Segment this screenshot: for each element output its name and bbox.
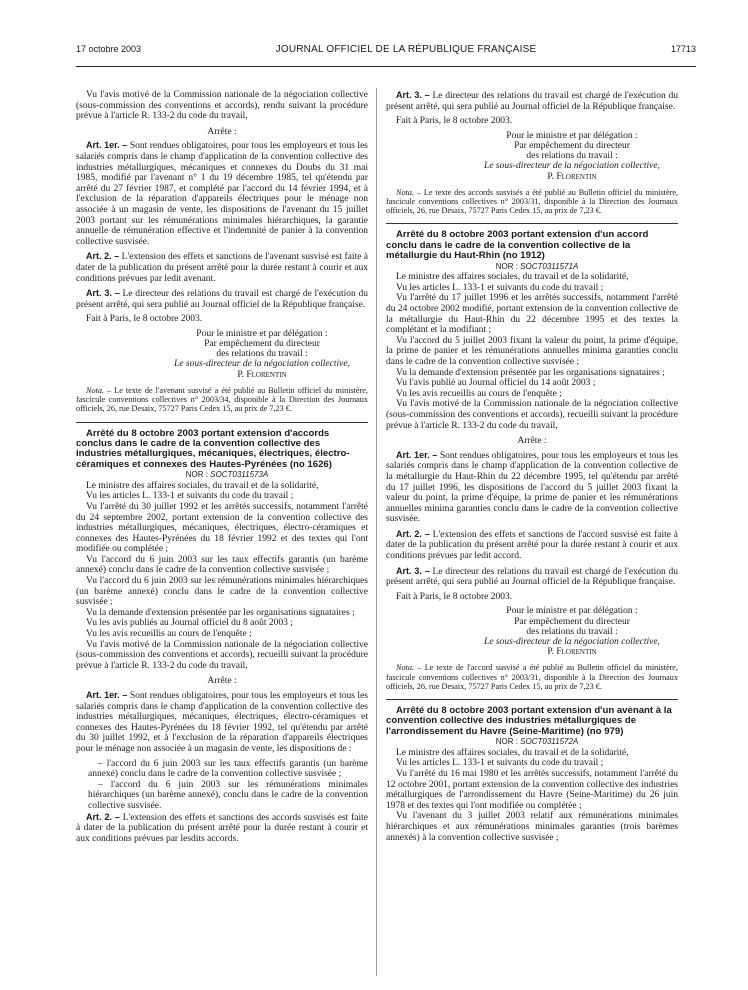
article-text: Sont rendues obligatoires, pour tous les employeurs et tous les salariés compris dans le champ d'application de la convention collective de la métallurgie du Haut-Rhin du 22 décembre 1995, tel qu'étendu par arrêté du 17 juillet 1996, les dispositions de l'accord du 5 juillet 2003 fixant la valeur du point, la prime d'équipe, la prime de panier et les rémunérations annuelles minima garanties conclu dans le cadre de la convention collective susvisée.	[386, 450, 678, 525]
article-text: L'extension des effets et sanctions des accords susvisés est faite à dater de la publication du présent arrêté pour la durée restant à courir et aux conditions prévues par lesdits accords.	[76, 812, 368, 844]
fait-line: Fait à Paris, le 8 octobre 2003.	[396, 591, 513, 602]
article-label: Art. 3. –	[86, 288, 120, 299]
signature-name: P. Florentin	[547, 171, 597, 182]
paragraph: Vu l'arrêté du 17 juillet 1996 et les arrêtés successifs, notamment l'arrêté du 24 octobre 2002 modifié, portant extension de la convention collective de la métallurgie du Haut-Rhin du 22 décembre 1995 et des textes la complétant et la modifiant ;	[386, 293, 678, 336]
signature-line: des relations du travail :	[216, 349, 308, 360]
section-title: Arrêté du 8 octobre 2003 portant extension d'un avenant à la convention collective des industries métallurgiques de l'arrondissement du Havre (Seine-Maritime) (no 979)	[386, 705, 672, 737]
paragraph: Vu l'avis motivé de la Commission nationale de la négociation collective (sous-commission des conventions et accords), recueilli suivant la procédure prévue à l'article R. 133-2 du code du travail,	[76, 639, 368, 671]
section-rule	[76, 422, 368, 423]
nota	[386, 188, 678, 216]
signature-title: Le sous-directeur de la négociation collective,	[484, 637, 660, 648]
nota-text: Le texte des accords susvisés a été publié au Bulletin officiel du ministère, fascicule conventions collectives n° 2003/31, disponible à la Direction des Journaux officiels, 26, rue Desaix, 75727 Paris Cedex 15, au prix de 7,23 €.	[386, 187, 678, 216]
article-label: Art. 3. –	[396, 565, 430, 576]
signature-name: P. Florentin	[237, 369, 287, 380]
signature-line: Par empêchement du directeur	[514, 616, 630, 627]
list-item: – l'accord du 6 juin 2003 sur les taux effectifs garantis (un barème annexé) conclu dans le cadre de la convention collective susvisée ;	[88, 758, 368, 780]
article-label: Art. 1er. –	[86, 690, 128, 700]
paragraph: Le ministre des affaires sociales, du travail et de la solidarité,	[396, 747, 629, 758]
article-label: Art. 2. –	[86, 811, 120, 822]
paragraph: Vu l'accord du 5 juillet 2003 fixant la valeur du point, la prime d'équipe, la prime de panier et les rémunérations annuelles minima garanties conclu dans le cadre de la convention collective susvisée ;	[386, 335, 678, 367]
paragraph: Vu la demande d'extension présentée par les organisations signataires ;	[86, 607, 355, 618]
article-text: Le directeur des relations du travail est chargé de l'exécution du présent arrêté, qui sera publié au Journal officiel de la République française.	[386, 566, 678, 588]
article-3	[386, 90, 678, 112]
signature-name: P. Florentin	[547, 647, 597, 658]
article-text: L'extension des effets et sanctions de l'avenant susvisé est faite à dater de la publication du présent arrêté pour la durée restant à courir et aux conditions prévues par ledit avenant.	[76, 252, 368, 284]
nor-reference	[76, 470, 368, 481]
article-3	[76, 288, 368, 310]
paragraph: Le ministre des affaires sociales, du travail et de la solidarité,	[86, 480, 319, 491]
right-column	[386, 90, 678, 985]
paragraph: Vu l'avis publié au Journal officiel du 14 août 2003 ;	[396, 378, 596, 389]
article-text: Sont rendues obligatoires, pour tous les employeurs et tous les salariés compris dans le champ d'application de la convention collective des industries métallurgiques, mécaniques, électriques, électro-céramiques et connexes des Hautes-Pyrénées du 18 février 1992, tel qu'étendu par arrêté du 30 juillet 1992, et à l'exclusion de la réparation d'appareils électriques pour le ménage non associée à un magasin de vente, les dispositions de :	[76, 691, 368, 754]
section-title: Arrêté du 8 octobre 2003 portant extension d'un accord conclu dans le cadre de la convention collective de la métallurgie du Haut-Rhin (no 1912)	[386, 229, 649, 262]
signature-block	[156, 329, 368, 380]
paragraph: Vu l'avis motivé de la Commission nationale de la négociation collective (sous-commission des conventions et accords), recueilli suivant la procédure prévue à l'article R. 133-2 du code du travail,	[386, 399, 678, 431]
nota	[386, 663, 678, 691]
arrete-heading: Arrête :	[207, 126, 237, 137]
paragraph: Vu les articles L. 133-1 et suivants du code du travail ;	[396, 758, 604, 769]
article-text: Sont rendues obligatoires, pour tous les employeurs et tous les salariés compris dans le champ d'application de la convention collective des industries métallurgiques, mécaniques et connexes du Doubs du 31 mai 1985, modifié par l'avenant n° 1 du 19 décembre 1985, tel qu'étendu par arrêté du 27 février 1987, et complété par l'accord du 14 février 1994, et à l'exclusion de la réparation d'appareils électriques pour le ménage non associée à un magasin de vente, les dispositions de l'avenant du 15 juillet 2003 portant sur les rémunérations minimales hiérarchiques, la garantie annuelle de rémunération effective et l'indemnité de panier à la convention collective susvisée.	[76, 141, 368, 247]
signature-line: des relations du travail :	[526, 626, 618, 637]
article-2	[76, 812, 368, 845]
header-journal-title: JOURNAL OFFICIEL DE LA RÉPUBLIQUE FRANÇAISE	[275, 44, 537, 55]
paragraph: Vu les avis recueillis au cours de l'enquête ;	[86, 629, 252, 640]
paragraph: Vu l'accord du 6 juin 2003 sur les rémunérations minimales hiérarchiques (un barème annexé) conclu dans le cadre de la convention collective susvisée ;	[76, 576, 368, 608]
section-title: Arrêté du 8 octobre 2003 portant extension d'accords conclus dans le cadre de la convention collective des industries métallurgiques, mécaniques, électriques, électro-céramiques et connexes des Hautes-Pyrénées (no 1626)	[76, 427, 350, 470]
signature-block	[466, 606, 678, 657]
nota-label: Nota. –	[396, 187, 421, 197]
page-header	[76, 44, 696, 67]
signature-line: Par empêchement du directeur	[204, 339, 320, 350]
list-item: – l'accord du 6 juin 2003 sur les rémunérations minimales hiérarchiques (un barème annexé), conclu dans le cadre de la convention collective susvisée.	[88, 779, 368, 811]
nor-label: NOR :	[495, 737, 518, 747]
header-date: 17 octobre 2003	[76, 44, 142, 54]
arrete-heading: Arrête :	[207, 676, 237, 687]
paragraph: Vu l'arrêté du 30 juillet 1992 et les arrêtés successifs, notamment l'arrêté du 24 septembre 2002, portant extension de la convention collective des industries métallurgiques, mécaniques, électriques, électro-céramiques et connexes des Hautes-Pyrénées du 18 février 1992 et des textes qui l'ont modifiée ou complétée ;	[76, 501, 368, 555]
signature-line: Pour le ministre et par délégation :	[196, 328, 328, 339]
article-label: Art. 1er. –	[396, 449, 438, 460]
nota-label: Nota. –	[396, 663, 422, 673]
nota-text: Le texte de l'avenant susvisé a été publié au Bulletin officiel du ministère, fascicule conventions collectives n° 2003/34, disponible à la Direction des Journaux officiels, 26, rue Desaix, 75727 Paris Cedex 15, au prix de 7,23 €.	[76, 385, 368, 414]
nota-text: Le texte de l'accord susvisé a été publié au Bulletin officiel du ministère, fascicule conventions collectives n° 2003/31, disponible à la Direction des Journaux officiels, 26, rue Desaix, 75727 Paris Cedex 15, au prix de 7,23 €.	[386, 663, 678, 691]
signature-line: Par empêchement du directeur	[514, 140, 630, 151]
paragraph: Vu les articles L. 133-1 et suivants du code du travail ;	[86, 491, 294, 502]
nor-label: NOR :	[495, 261, 518, 271]
article-text: Le directeur des relations du travail est chargé de l'exécution du présent arrêté, qui sera publié au Journal officiel de la République française.	[76, 289, 368, 310]
article-1	[386, 450, 678, 525]
article-3	[386, 566, 678, 588]
signature-line: Pour le ministre et par délégation :	[506, 130, 638, 141]
paragraph: Vu l'avenant du 3 juillet 2003 relatif aux rémunérations minimales hiérarchiques et aux rémunérations minimales garanties (trois barèmes annexés) à la convention collective susvisée ;	[386, 811, 678, 843]
paragraph: Vu les avis recueillis au cours de l'enquête ;	[396, 388, 562, 399]
paragraph: Vu l'accord du 6 juin 2003 sur les taux effectifs garantis (un barème annexé) conclu dans le cadre de la convention collective susvisée ;	[76, 554, 368, 576]
nor-code: SOCT0311573A	[210, 470, 269, 480]
article-1	[76, 690, 368, 755]
signature-block	[466, 131, 678, 182]
article-label: Art. 3. –	[396, 90, 430, 100]
article-text: L'extension des effets et sanctions de l'accord susvisé est faite à dater de la publication du présent arrêté pour la durée restant à courir et aux conditions prévues par ledit accord.	[386, 529, 678, 562]
paragraph: Vu la demande d'extension présentée par les organisations signataires ;	[396, 367, 665, 378]
nor-reference	[386, 262, 678, 273]
article-2	[386, 529, 678, 562]
paragraph: Vu les avis publiés au Journal officiel du 8 août 2003 ;	[86, 618, 293, 629]
nor-label: NOR :	[185, 470, 208, 480]
nor-code: SOCT0311571A	[520, 261, 579, 271]
nota-label: Nota. –	[86, 385, 112, 395]
signature-title: Le sous-directeur de la négociation collective,	[174, 359, 350, 370]
article-text: Le directeur des relations du travail est chargé de l'exécution du présent arrêté, qui sera publié au Journal officiel de la République française.	[386, 91, 678, 112]
paragraph: Le ministre des affaires sociales, du travail et de la solidarité,	[396, 272, 629, 283]
article-label: Art. 2. –	[396, 528, 430, 539]
article-label: Art. 1er. –	[86, 140, 128, 151]
nor-reference	[386, 737, 678, 748]
section-rule	[386, 699, 678, 700]
section-rule	[386, 223, 678, 224]
arrete-heading: Arrête :	[517, 436, 547, 447]
paragraph: Vu l'arrêté du 16 mai 1980 et les arrêtés successifs, notamment l'arrêté du 12 octobre 2001, portant extension de la convention collective des industries métallurgiques de l'arrondissement du Havre (Seine-Maritime) du 26 juin 1978 et des textes qui l'ont modifiée ou complétée ;	[386, 769, 678, 811]
signature-line: des relations du travail :	[526, 151, 618, 162]
nor-code: SOCT0311572A	[520, 737, 579, 747]
nota	[76, 386, 368, 414]
header-page-number: 17713	[670, 44, 696, 54]
article-1	[76, 140, 368, 247]
left-column	[76, 90, 368, 985]
paragraph: Vu les articles L. 133-1 et suivants du code du travail ;	[396, 282, 604, 293]
fait-line: Fait à Paris, le 8 octobre 2003.	[86, 314, 203, 325]
fait-line: Fait à Paris, le 8 octobre 2003.	[396, 116, 513, 127]
signature-line: Pour le ministre et par délégation :	[506, 606, 638, 617]
column-divider	[376, 88, 377, 976]
article-label: Art. 2. –	[86, 251, 120, 262]
signature-title: Le sous-directeur de la négociation collective,	[484, 161, 660, 172]
paragraph: Vu l'avis motivé de la Commission nationale de la négociation collective (sous-commission des conventions et accords), rendu suivant la procédure prévue à l'article R. 133-2 du code du travail,	[76, 90, 368, 122]
article-2	[76, 251, 368, 284]
